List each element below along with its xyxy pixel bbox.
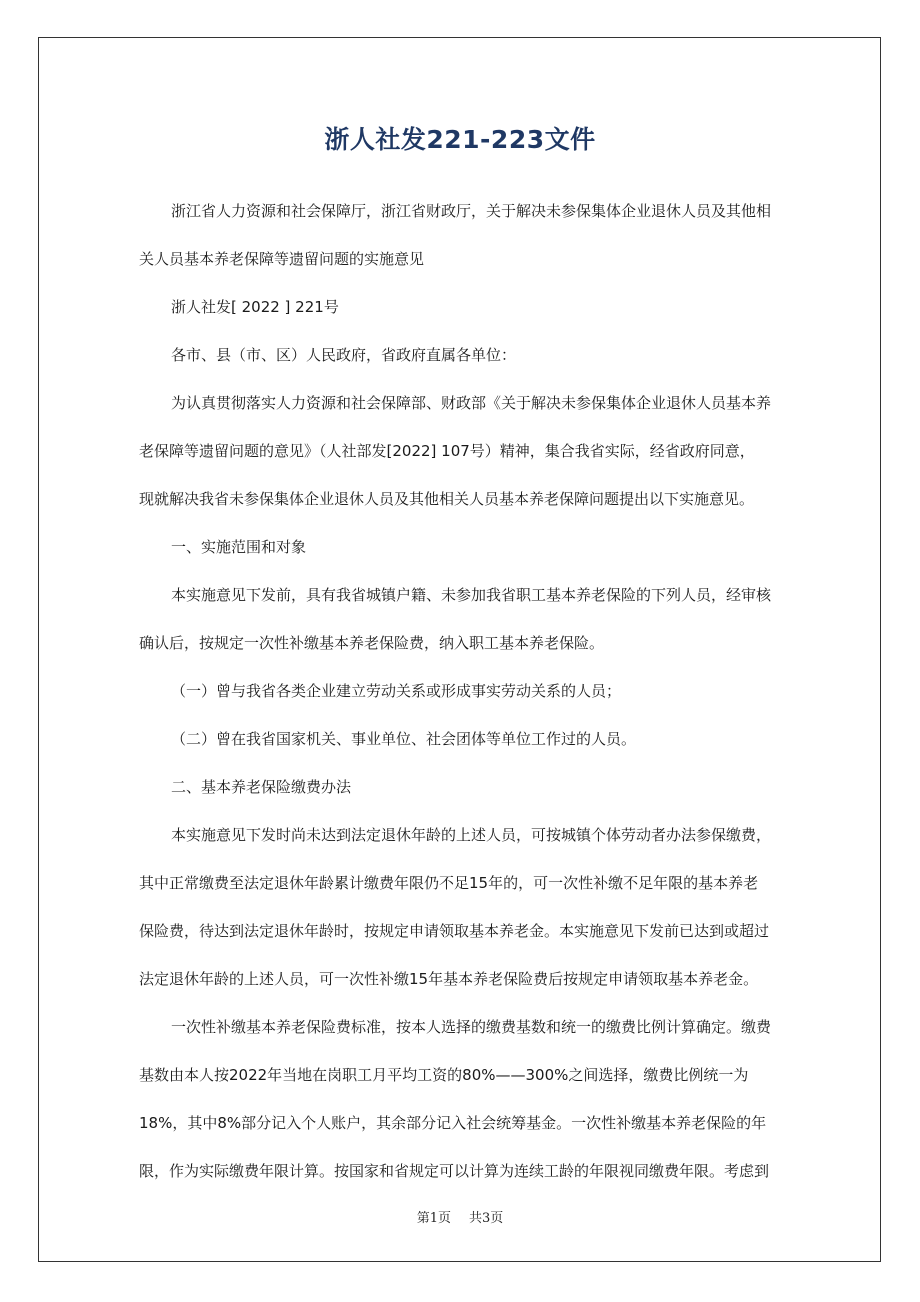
paragraph-line: 现就解决我省未参保集体企业退休人员及其他相关人员基本养老保障问题提出以下实施意见。 (139, 490, 755, 508)
page-number: 第1页 (416, 1211, 451, 1226)
page-footer (0, 1207, 920, 1226)
section-heading: 二、基本养老保险缴费办法 (171, 778, 352, 796)
section-heading: 一、实施范围和对象 (171, 538, 307, 556)
paragraph-line: 其中正常缴费至法定退休年龄累计缴费年限仍不足15年的，可一次性补缴不足年限的基本养老 (139, 874, 759, 892)
paragraph-line: 本实施意见下发时尚未达到法定退休年龄的上述人员，可按城镇个体劳动者办法参保缴费， (171, 826, 772, 844)
paragraph-line: 限，作为实际缴费年限计算。按国家和省规定可以计算为连续工龄的年限视同缴费年限。考虑到 (139, 1162, 770, 1180)
paragraph-line: 法定退休年龄的上述人员，可一次性补缴15年基本养老保险费后按规定申请领取基本养老金。 (139, 970, 759, 988)
document-number: 浙人社发[ 2022 ] 221号 (171, 298, 339, 316)
list-item: （二）曾在我省国家机关、事业单位、社会团体等单位工作过的人员。 (171, 730, 637, 748)
addressee-line: 各市、县（市、区）人民政府，省政府直属各单位： (171, 346, 517, 364)
paragraph-line: 老保障等遗留问题的意见》（人社部发[2022] 107号）精神，集合我省实际，经省政府同意， (139, 442, 755, 460)
paragraph-line: 保险费，待达到法定退休年龄时，按规定申请领取基本养老金。本实施意见下发前已达到或超过 (139, 922, 770, 940)
paragraph-line: 基数由本人按2022年当地在岗职工月平均工资的80%——300%之间选择，缴费比例统一为 (139, 1066, 749, 1084)
paragraph-line: 浙江省人力资源和社会保障厅，浙江省财政厅，关于解决未参保集体企业退休人员及其他相 (171, 202, 772, 220)
paragraph-line: 关人员基本养老保障等遗留问题的实施意见 (139, 250, 425, 268)
paragraph-line: 确认后，按规定一次性补缴基本养老保险费，纳入职工基本养老保险。 (139, 634, 605, 652)
paragraph-line: 18%，其中8%部分记入个人账户，其余部分记入社会统筹基金。一次性补缴基本养老保险的年 (139, 1114, 767, 1132)
paragraph-line: 一次性补缴基本养老保险费标准，按本人选择的缴费基数和统一的缴费比例计算确定。缴费 (171, 1018, 772, 1036)
paragraph-line: 为认真贯彻落实人力资源和社会保障部、财政部《关于解决未参保集体企业退休人员基本养 (171, 394, 772, 412)
page-total: 共3页 (469, 1211, 504, 1226)
list-item: （一）曾与我省各类企业建立劳动关系或形成事实劳动关系的人员； (171, 682, 622, 700)
document-title: 浙人社发221-223文件 (324, 125, 596, 154)
paragraph-line: 本实施意见下发前，具有我省城镇户籍、未参加我省职工基本养老保险的下列人员，经审核 (171, 586, 772, 604)
